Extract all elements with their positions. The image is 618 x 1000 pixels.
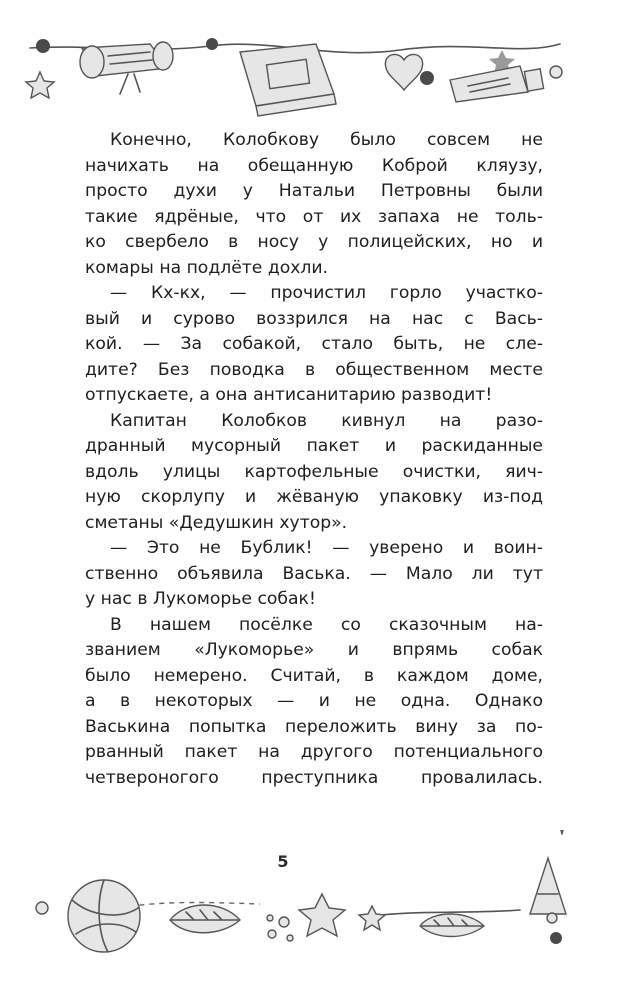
text-line: такие ядрёные, что от их запаха не толь- — [85, 206, 543, 227]
sparkle-icon — [550, 830, 574, 834]
text-line: у нас в Лукоморье собак! — [85, 589, 316, 609]
book-icon — [240, 44, 336, 116]
text-line: званием «Лукоморье» и впрямь собак — [85, 640, 543, 660]
scroll-icon — [80, 42, 173, 94]
text-line: а в некоторых — и не одна. Однако — [85, 691, 543, 711]
text-line: ственно объявила Васька. — Мало ли тут — [85, 563, 543, 584]
page-number: 5 — [277, 852, 289, 871]
text-line: Конечно, Колобкову было совсем не — [110, 130, 543, 150]
paragraph — [85, 613, 543, 792]
text-line: кой. — За собакой, стало быть, не сле- — [85, 334, 543, 354]
text-line: ко свербело в носу у полицейских, но и — [85, 232, 543, 252]
dot-icon — [36, 39, 50, 53]
text-line: отпускаете, а она антисанитарию разводит! — [85, 385, 493, 405]
leaf-icon — [420, 914, 484, 937]
dot-icon — [206, 38, 218, 50]
text-line: вый и сурово воззрился на нас с Вась- — [85, 308, 543, 329]
text-line: — Кх-кх, — прочистил горло участко- — [110, 283, 543, 303]
text-line: сметаны «Дедушкин хутор». — [85, 512, 348, 533]
dots-cluster-icon — [267, 915, 293, 941]
text-line: Капитан Колобков кивнул на разо- — [110, 410, 543, 431]
dot-icon — [420, 71, 434, 85]
text-line: четвероногого преступника провалилась. — [85, 767, 543, 788]
text-line: дранный мусорный пакет и раскиданные — [85, 436, 543, 456]
leaf-icon — [170, 905, 240, 933]
text-line: начихать на обещанную Коброй кляузу, — [85, 155, 543, 176]
text-line: просто духи у Натальи Петровны были — [85, 181, 543, 201]
heart-icon — [385, 54, 422, 90]
text-line: ную скорлупу и жёваную упаковку из-под — [85, 487, 543, 507]
text-line: рванный пакет на другого потенциального — [85, 742, 543, 762]
dot-icon — [550, 932, 562, 944]
star-icon — [26, 72, 54, 98]
text-line: Васькина попытка переложить вину за по- — [85, 716, 543, 737]
letter-a-icon — [530, 858, 566, 923]
text-line: комары на подлёте дохли. — [85, 257, 329, 278]
paragraph — [85, 536, 543, 613]
paragraph — [85, 128, 543, 281]
text-line: дите? Без поводка в общественном месте — [85, 359, 543, 380]
text-line: вдоль улицы картофельные очистки, яич- — [85, 461, 543, 482]
text-line: В нашем посёлке со сказочным на- — [110, 614, 543, 635]
main-text — [85, 128, 543, 791]
text-line: было немерено. Считай, в каждом доме, — [85, 665, 543, 686]
tube-icon — [450, 66, 562, 102]
ball-icon — [68, 880, 140, 952]
star-icon — [299, 894, 345, 936]
paragraph — [85, 281, 543, 409]
dot-icon — [36, 902, 48, 914]
bottom-decoration — [0, 830, 618, 980]
text-line: — Это не Бублик! — уверено и воин- — [110, 538, 543, 558]
top-decoration — [0, 20, 618, 120]
star-icon — [359, 906, 385, 930]
paragraph — [85, 409, 543, 537]
